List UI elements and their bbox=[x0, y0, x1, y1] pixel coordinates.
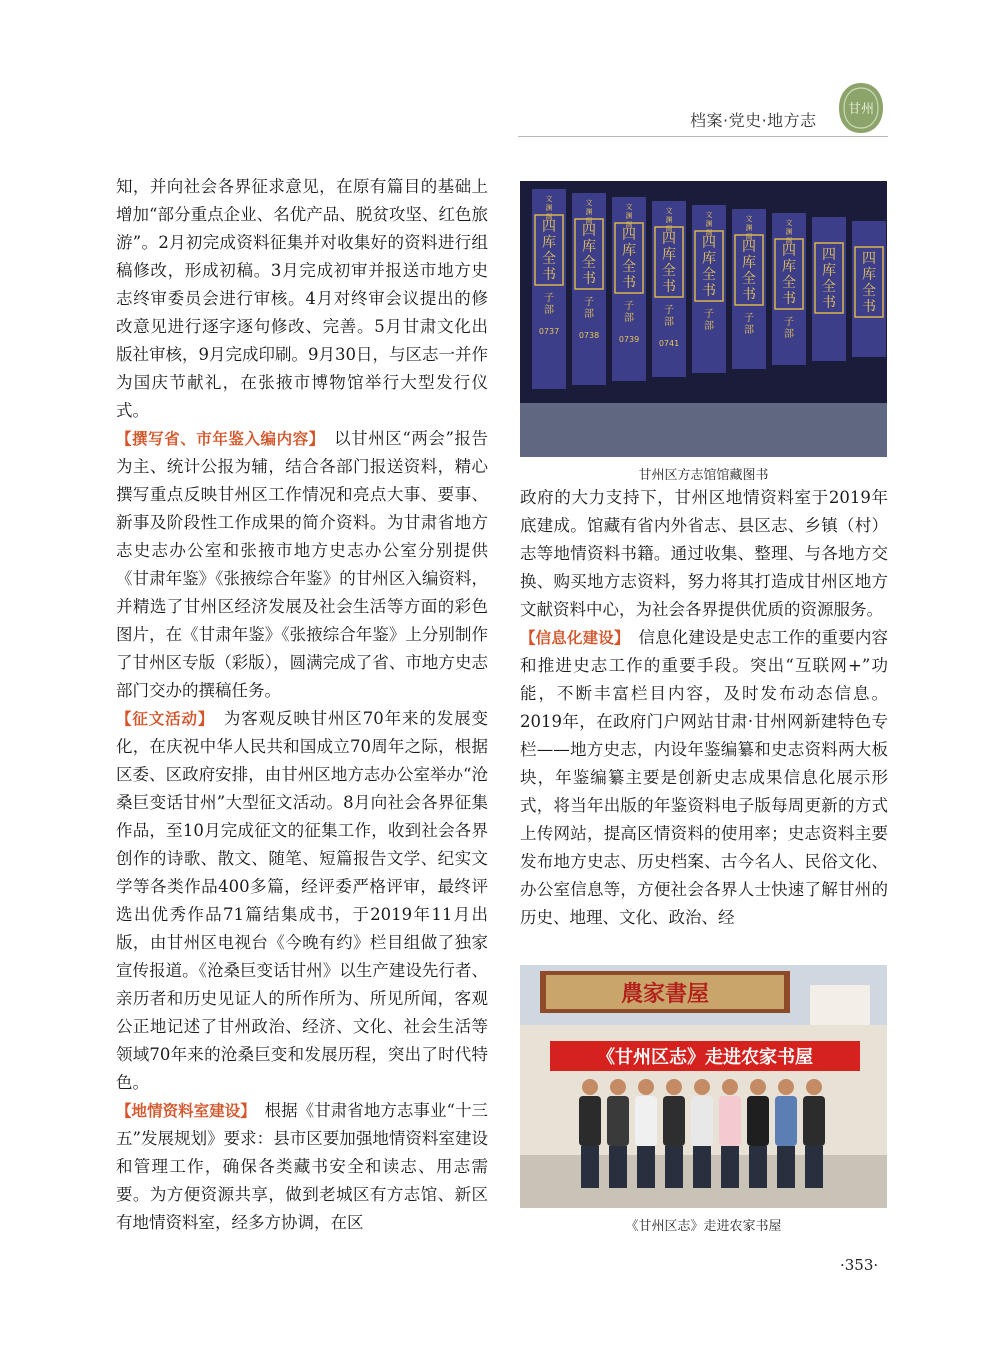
book-title-label: 库 bbox=[582, 239, 596, 255]
book-title-label: 四 bbox=[822, 247, 836, 263]
book-number-label: 0741 bbox=[658, 339, 680, 348]
book-title-label: 库 bbox=[662, 247, 676, 263]
paragraph: 【征文活动】 为客观反映甘州区70年来的发展变化，在庆祝中华人民共和国成立70周年之际，根据区委、区政府安排，由甘州区地方志办公室举办“沧桑巨变话甘州”大型征文活动。8月向社会各界征集作品，至10月完成征文的征集工作，收到社会各界创作的诗歌、散文、随笔、短篇报告文学、纪实文学等各类作品400多篇，经评委严格评审，最终评选出优秀作品71篇结集成书，于2019年11月出版，由甘州区电视台《今晚有约》栏目组做了独家宣传报道。《沧桑巨变话甘州》以生产建设先行者、亲历者和历史见证人的所作所为、所见所闻，客观公正地记述了甘州政治、经济、文化、社会生活等领域70年来的沧桑巨变和发展历程，突出了时代特色。 bbox=[116, 709, 488, 1092]
book-series-label: 阁 bbox=[585, 217, 593, 225]
photo-bookshelf bbox=[520, 181, 887, 457]
book-title-label: 全 bbox=[582, 255, 596, 271]
book-spine bbox=[612, 197, 646, 381]
book-section-label: 部 bbox=[624, 313, 634, 324]
book-title-label: 书 bbox=[862, 299, 876, 315]
right-column bbox=[520, 484, 888, 932]
book-series-label: 渊 bbox=[785, 228, 793, 236]
book-section-label: 子 bbox=[784, 317, 794, 328]
book-section-label: 子 bbox=[544, 293, 554, 304]
seal-stamp-logo bbox=[836, 80, 886, 136]
book-title-label: 四 bbox=[742, 239, 756, 255]
book-section-label: 子 bbox=[744, 313, 754, 324]
book-title-label: 书 bbox=[582, 271, 596, 287]
book-title-label: 四 bbox=[702, 235, 716, 251]
book-series-label: 渊 bbox=[705, 220, 713, 228]
book-title-label: 全 bbox=[622, 259, 636, 275]
left-column bbox=[116, 173, 488, 1237]
book-series-label: 渊 bbox=[585, 208, 593, 216]
book-title-label: 书 bbox=[542, 267, 556, 283]
book-title-label: 书 bbox=[622, 275, 636, 291]
book-title-label: 书 bbox=[662, 279, 676, 295]
book-number-label: 0737 bbox=[538, 327, 560, 336]
book-spine bbox=[652, 201, 686, 377]
book-section-label: 部 bbox=[544, 305, 554, 316]
book-series-label: 阁 bbox=[705, 229, 713, 237]
paragraph: 政府的大力支持下，甘州区地情资料室于2019年底建成。馆藏有省内外省志、县区志、乡镇（村）志等地情资料书籍。通过收集、整理、与各地方交换、购买地方志资料，努力将其打造成甘州区地方文献资料中心，为社会各界提供优质的资源服务。 bbox=[520, 488, 888, 619]
sign-text: 農家書屋 bbox=[620, 981, 710, 1007]
photo-caption: 《甘州区志》走进农家书屋 bbox=[625, 1219, 782, 1234]
book-title-label: 全 bbox=[822, 279, 836, 295]
page-number: ·353· bbox=[840, 1256, 879, 1274]
book-series-label: 渊 bbox=[625, 212, 633, 220]
book-title-label: 书 bbox=[702, 283, 716, 299]
book-series-label: 渊 bbox=[545, 204, 553, 212]
book-section-label: 部 bbox=[744, 325, 754, 336]
section-heading: 【征文活动】 bbox=[116, 710, 207, 728]
group-photo-illustration bbox=[520, 965, 887, 1208]
photo-group-event bbox=[520, 965, 887, 1208]
book-series-label: 文 bbox=[585, 199, 593, 207]
book-number-label: 0739 bbox=[618, 335, 640, 344]
book-title-label: 全 bbox=[782, 275, 796, 291]
book-title-label: 四 bbox=[542, 219, 556, 235]
book-title-label: 全 bbox=[662, 263, 676, 279]
book-series-label: 文 bbox=[705, 211, 713, 219]
bookshelf-illustration bbox=[520, 181, 887, 457]
section-heading: 【地情资料室建设】 bbox=[116, 1102, 249, 1120]
paragraph: 【信息化建设】 信息化建设是史志工作的重要内容和推进史志工作的重要手段。突出“互联网+”功能，不断丰富栏目内容，及时发布动态信息。2019年，在政府门户网站甘肃·甘州网新建特色专栏——地方史志，内设年鉴编纂和史志资料两大板块，年鉴编纂主要是创新史志成果信息化展示形式，将当年出版的年鉴资料电子版每周更新的方式上传网站，提高区情资料的使用率；史志资料主要发布地方史志、历史档案、古今名人、民俗文化、办公室信息等，方便社会各界人士快速了解甘州的历史、地理、文化、政治、经 bbox=[520, 628, 888, 927]
book-series-label: 渊 bbox=[745, 224, 753, 232]
book-series-label: 文 bbox=[665, 207, 673, 215]
book-series-label: 阁 bbox=[545, 213, 553, 221]
book-title-label: 全 bbox=[862, 283, 876, 299]
book-title-label: 库 bbox=[782, 259, 796, 275]
book-section-label: 子 bbox=[664, 305, 674, 316]
book-section-label: 子 bbox=[584, 297, 594, 308]
book-title-label: 四 bbox=[862, 251, 876, 267]
book-title-label: 库 bbox=[742, 255, 756, 271]
book-section-label: 部 bbox=[784, 329, 794, 340]
svg-text:甘州: 甘州 bbox=[847, 102, 875, 117]
book-series-label: 阁 bbox=[665, 225, 673, 233]
book-spine bbox=[692, 205, 726, 373]
book-section-label: 子 bbox=[624, 301, 634, 312]
book-title-label: 书 bbox=[782, 291, 796, 307]
book-series-label: 渊 bbox=[665, 216, 673, 224]
book-title-label: 全 bbox=[542, 251, 556, 267]
book-series-label: 文 bbox=[785, 219, 793, 227]
running-header-title: 档案·党史·地方志 bbox=[690, 111, 817, 130]
book-section-label: 部 bbox=[584, 309, 594, 320]
photo-caption: 甘州区方志馆馆藏图书 bbox=[638, 468, 769, 483]
book-title-label: 库 bbox=[622, 243, 636, 259]
book-series-label: 阁 bbox=[625, 221, 633, 229]
section-heading: 【信息化建设】 bbox=[520, 629, 622, 647]
book-title-label: 四 bbox=[782, 243, 796, 259]
book-series-label: 阁 bbox=[745, 233, 753, 241]
book-series-label: 文 bbox=[745, 215, 753, 223]
paragraph: 【地情资料室建设】 根据《甘肃省地方志事业“十三五”发展规划》要求：县市区要加强地情资料室建设和管理工作，确保各类藏书安全和读志、用志需要。为方便资源共享，做到老城区有方志馆、新区有地情资料室，经多方协调，在区 bbox=[116, 1101, 488, 1232]
paragraph: 【撰写省、市年鉴入编内容】 以甘州区“两会”报告为主、统计公报为辅，结合各部门报送资料，精心撰写重点反映甘州区工作情况和亮点大事、要事、新事及阶段性工作成果的简介资料。为甘肃省地方志史志办公室和张掖市地方史志办公室分别提供《甘肃年鉴》《张掖综合年鉴》的甘州区入编资料，并精选了甘州区经济发展及社会生活等方面的彩色图片，在《甘肃年鉴》《张掖综合年鉴》上分别制作了甘州区专版（彩版），圆满完成了省、市地方史志部门交办的撰稿任务。 bbox=[116, 429, 488, 700]
banner-text: 《甘州区志》走进农家书屋 bbox=[597, 1047, 813, 1068]
book-spine bbox=[532, 189, 566, 389]
book-title-label: 四 bbox=[662, 231, 676, 247]
book-spine bbox=[852, 221, 886, 357]
book-title-label: 四 bbox=[582, 223, 596, 239]
book-series-label: 文 bbox=[545, 195, 553, 203]
book-title-label: 库 bbox=[862, 267, 876, 283]
book-title-label: 全 bbox=[702, 267, 716, 283]
section-heading: 【撰写省、市年鉴入编内容】 bbox=[116, 430, 318, 448]
book-title-label: 库 bbox=[542, 235, 556, 251]
book-spine bbox=[572, 193, 606, 385]
book-title-label: 库 bbox=[822, 263, 836, 279]
book-title-label: 四 bbox=[622, 227, 636, 243]
book-title-label: 书 bbox=[742, 287, 756, 303]
book-spine bbox=[772, 213, 806, 365]
book-title-label: 库 bbox=[702, 251, 716, 267]
header-rule bbox=[518, 136, 888, 137]
book-spine bbox=[812, 217, 846, 361]
book-spine bbox=[732, 209, 766, 369]
book-series-label: 文 bbox=[625, 203, 633, 211]
book-section-label: 部 bbox=[664, 317, 674, 328]
book-title-label: 书 bbox=[822, 295, 836, 311]
book-number-label: 0738 bbox=[578, 331, 600, 340]
paragraph: 知，并向社会各界征求意见，在原有篇目的基础上增加“部分重点企业、名优产品、脱贫攻坚、红色旅游”。2月初完成资料征集并对收集好的资料进行组稿修改，形成初稿。3月完成初审并报送市地方史志终审委员会进行审核。4月对终审会议提出的修改意见进行逐字逐句修改、完善。5月甘肃文化出版社审核，9月完成印刷。9月30日，与区志一并作为国庆节献礼，在张掖市博物馆举行大型发行仪式。 bbox=[116, 177, 488, 420]
book-section-label: 子 bbox=[704, 309, 714, 320]
book-title-label: 全 bbox=[742, 271, 756, 287]
book-series-label: 阁 bbox=[785, 237, 793, 245]
book-section-label: 部 bbox=[704, 321, 714, 332]
